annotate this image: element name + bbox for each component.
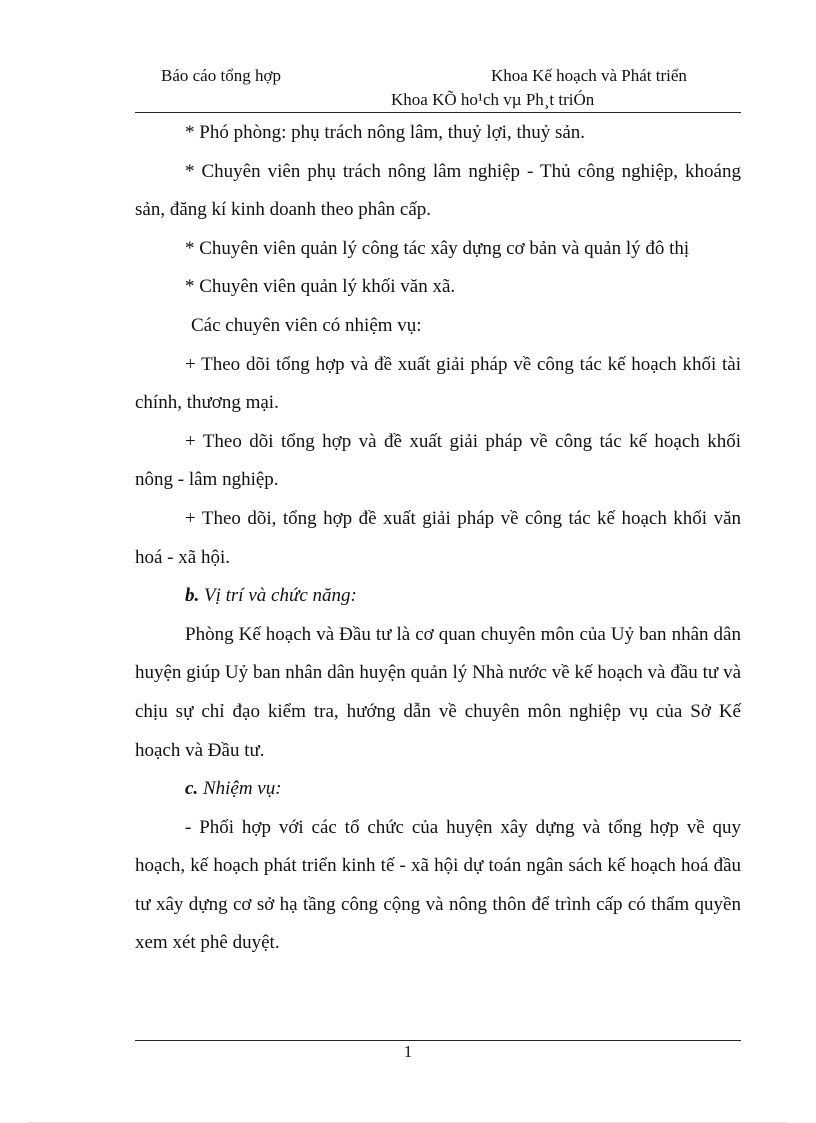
footer-rule [135, 1040, 741, 1041]
heading-b-text: Vị trí và chức năng: [199, 585, 357, 607]
heading-position-function [135, 577, 741, 616]
document-body [135, 114, 741, 963]
heading-c-marker: c. [185, 778, 199, 800]
paragraph-position-function: Phòng Kế hoạch và Đầu tư là cơ quan chuyên môn của Uỷ ban nhân dân huyện giúp Uỷ ban nhân dân huyện quản lý Nhà nước về kế hoạch và đầu tư và chịu sự chỉ đạo kiểm tra, hướng dẫn về chuyên môn nghiệp vụ của Sở Kế hoạch và Đầu tư. [135, 623, 741, 761]
heading-c-text: Nhiệm vụ: [198, 778, 282, 800]
heading-b-marker: b. [185, 585, 200, 607]
paragraph-deputy-head: * Phó phòng: phụ trách nông lâm, thuỷ lợi, thuỷ sản. [185, 122, 586, 143]
header-left-title: Báo cáo tổng hợp [161, 66, 281, 85]
paragraph-specialist-agriculture: * Chuyên viên phụ trách nông lâm nghiệp - Thủ công nghiệp, khoáng sản, đăng kí kinh doanh theo phân cấp. [135, 160, 741, 221]
paragraph-duty-agriculture: + Theo dõi tổng hợp và đề xuất giải pháp về công tác kế hoạch khối nông - lâm nghiệp. [135, 430, 741, 491]
paragraph-task-coordination: - Phối hợp với các tổ chức của huyện xây dựng và tổng hợp về quy hoạch, kế hoạch phát triển kinh tế - xã hội dự toán ngân sách kế hoạch hoá đầu tư xây dựng cơ sở hạ tầng công cộng và nông thôn để trình cấp có thẩm quyền xem xét phê duyệt. [135, 816, 741, 954]
header-right-title: Khoa Kế hoạch và Phát triển [491, 66, 687, 85]
header-subtitle: Khoa KÕ ho¹ch vµ Ph¸t triÓn [391, 90, 595, 109]
paragraph-duty-culture: + Theo dõi, tổng hợp đề xuất giải pháp về công tác kế hoạch khối văn hoá - xã hội. [135, 507, 741, 568]
paragraph-specialist-culture: * Chuyên viên quản lý khối văn xã. [185, 276, 456, 298]
paragraph-duty-finance: + Theo dõi tổng hợp và đề xuất giải pháp về công tác kế hoạch khối tài chính, thương mại. [135, 353, 741, 414]
header-rule [135, 112, 741, 113]
paragraph-specialist-construction: * Chuyên viên quản lý công tác xây dựng cơ bản và quản lý đô thị [185, 237, 690, 259]
heading-tasks [135, 770, 741, 809]
page-number: 1 [403, 1042, 413, 1061]
paragraph-specialist-duties: Các chuyên viên có nhiệm vụ: [191, 314, 422, 336]
